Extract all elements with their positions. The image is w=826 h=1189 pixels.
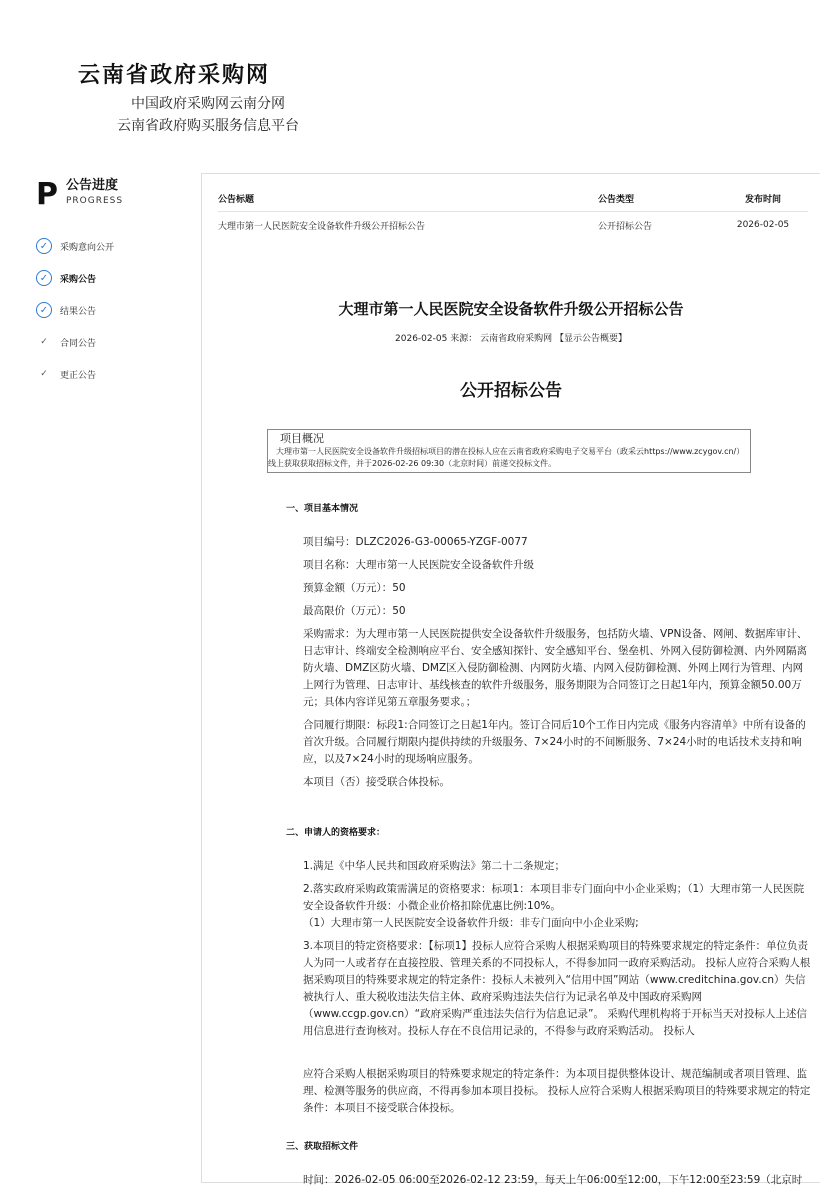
section-heading-2: 二、申请人的资格要求： — [286, 828, 386, 838]
show-summary-link[interactable]: 【显示公告概要】 — [554, 334, 627, 344]
section-3-body — [303, 1172, 812, 1189]
meta-date: 2026-02-05 — [395, 334, 448, 344]
header-type: 公告类型 — [598, 195, 635, 205]
step-intent[interactable] — [36, 230, 186, 262]
header-date: 发布时间 — [744, 195, 781, 205]
row-type: 公开招标公告 — [598, 221, 653, 232]
qualification-3-cont: 应符合采购人根据采购项目的特殊要求规定的特定条件：为本项目提供整体设计、规范编制或者项目管理、监理、检测等服务的供应商，不得再参加本项目投标。 投标人应符合采购人根据采购项目的特殊要求规定的特定条件：本项目不接受联合体投标。 — [303, 1068, 811, 1114]
step-correction[interactable] — [36, 358, 186, 390]
overview-text: 大理市第一人民医院安全设备软件升级招标项目的潜在投标人应在云南省政府采购电子交易平台（政采云https://www.zcygov.cn/）线上获取获取招标文件，并于2026-02-26 09:30（北京时间）前递交投标文件。 — [268, 447, 745, 468]
progress-header — [36, 178, 186, 212]
section-heading-1: 一、项目基本情况 — [286, 504, 359, 514]
check-icon: ✓ — [40, 369, 48, 379]
project-overview-box — [267, 429, 751, 473]
step-contract[interactable] — [36, 326, 186, 358]
row-date: 2026-02-05 — [736, 220, 790, 230]
step-label: 更正公告 — [60, 370, 97, 381]
table-header — [218, 186, 808, 212]
site-subtitle-2: 云南省政府购买服务信息平台 — [117, 118, 299, 134]
progress-title-en: PROGRESS — [66, 196, 124, 206]
check-circle-icon: ✓ — [36, 238, 52, 254]
obtain-time: 时间：2026-02-05 06:00至2026-02-12 23:59，每天上午06:00至12:00，下午12:00至23:59（北京时 — [303, 1174, 803, 1186]
consortium-note: 本项目（否）接受联合体投标。 — [303, 776, 450, 788]
qualification-2: 2.落实政府采购政策需满足的资格要求：标项1：本项目非专门面向中小企业采购；（1）大理市第一人民医院安全设备软件升级：小微企业价格扣除优惠比例:10%。 — [303, 883, 805, 912]
site-subtitle-1: 中国政府采购网云南分网 — [131, 96, 285, 112]
section-1-body — [303, 534, 812, 791]
progress-panel — [36, 178, 186, 390]
notice-title: 大理市第一人民医院安全设备软件升级公开招标公告 — [338, 300, 684, 318]
qualification-3: 3.本项目的特定资格要求：【标项1】投标人应符合采购人根据采购项目的特殊要求规定的特定条件：单位负责人为同一人或者存在直接控股、管理关系的不同投标人，不得参加同一政府采购活动。 投标人应符合采购人根据采购项目的特殊要求规定的特定条件：投标人未被列入“信用中国”网站（www.creditchina.gov.cn）失信被执行人、重大税收违法失信主体、政府采购违法失信行为记录名单及中国政府采购网（www.ccgp.gov.cn）“政府采购严重违法失信行为信息记录”。 采购代理机构将于开标当天对投标人上述信用信息进行查询核对。投标人存在不良信用记录的，不得参与政府采购活动。 投标人 — [303, 940, 811, 1037]
step-result[interactable] — [36, 294, 186, 326]
project-number: 项目编号：DLZC2026-G3-00065-YZGF-0077 — [303, 536, 528, 548]
notice-meta — [202, 331, 820, 344]
header-title: 公告标题 — [218, 195, 255, 205]
qualification-1: 1.满足《中华人民共和国政府采购法》第二十二条规定； — [303, 860, 566, 872]
notice-content — [201, 173, 820, 1186]
row-title[interactable]: 大理市第一人民医院安全设备软件升级公开招标公告 — [218, 221, 426, 232]
step-label: 结果公告 — [60, 306, 97, 317]
progress-letter: P — [36, 177, 58, 212]
step-label: 合同公告 — [60, 338, 97, 349]
meta-source: 来源： 云南省政府采购网 — [450, 334, 553, 344]
procurement-requirement: 采购需求：为大理市第一人民医院提供安全设备软件升级服务，包括防火墙、VPN设备、网闸、数据库审计、日志审计、终端安全检测响应平台、安全感知探针、安全感知平台、堡垒机、外网入侵防御检测、内外网隔离防火墙、DMZ区防火墙、DMZ区入侵防御检测、内网防火墙、内网入侵防御检测、外网上网行为管理、内网上网行为管理、日志审计、基线核查的软件升级服务，服务期限为合同签订之日起1年内，预算金额50.00万元；具体内容详见第五章服务要求。； — [303, 628, 808, 708]
notice-table — [218, 186, 808, 238]
project-name: 项目名称：大理市第一人民医院安全设备软件升级 — [303, 559, 534, 571]
max-price: 最高限价（万元）：50 — [303, 605, 406, 617]
step-label: 采购公告 — [60, 274, 97, 285]
table-row[interactable] — [218, 212, 808, 238]
check-icon: ✓ — [40, 337, 48, 347]
section-2-body — [303, 858, 812, 1117]
site-title[interactable]: 云南省政府采购网 — [78, 63, 271, 88]
check-circle-icon: ✓ — [36, 302, 52, 318]
qualification-2-sub: （1）大理市第一人民医院安全设备软件升级：非专门面向中小企业采购; — [303, 917, 639, 929]
check-circle-icon: ✓ — [36, 270, 52, 286]
budget-amount: 预算金额（万元）：50 — [303, 582, 406, 594]
section-heading-3: 三、获取招标文件 — [286, 1142, 359, 1152]
notice-subtitle: 公开招标公告 — [460, 381, 562, 401]
site-header — [78, 58, 338, 137]
overview-title: 项目概况 — [280, 432, 324, 445]
progress-title: 公告进度 — [66, 178, 119, 193]
progress-steps — [36, 230, 186, 390]
step-label: 采购意向公开 — [60, 242, 115, 253]
contract-period: 合同履行期限：标段1:合同签订之日起1年内。签订合同后10个工作日内完成《服务内容清单》中所有设备的首次升级。合同履行期限内提供持续的升级服务、7×24小时的不间断服务、7×24小时的电话技术支持和响应，以及7×24小时的现场响应服务。 — [303, 719, 806, 765]
step-procurement[interactable] — [36, 262, 186, 294]
